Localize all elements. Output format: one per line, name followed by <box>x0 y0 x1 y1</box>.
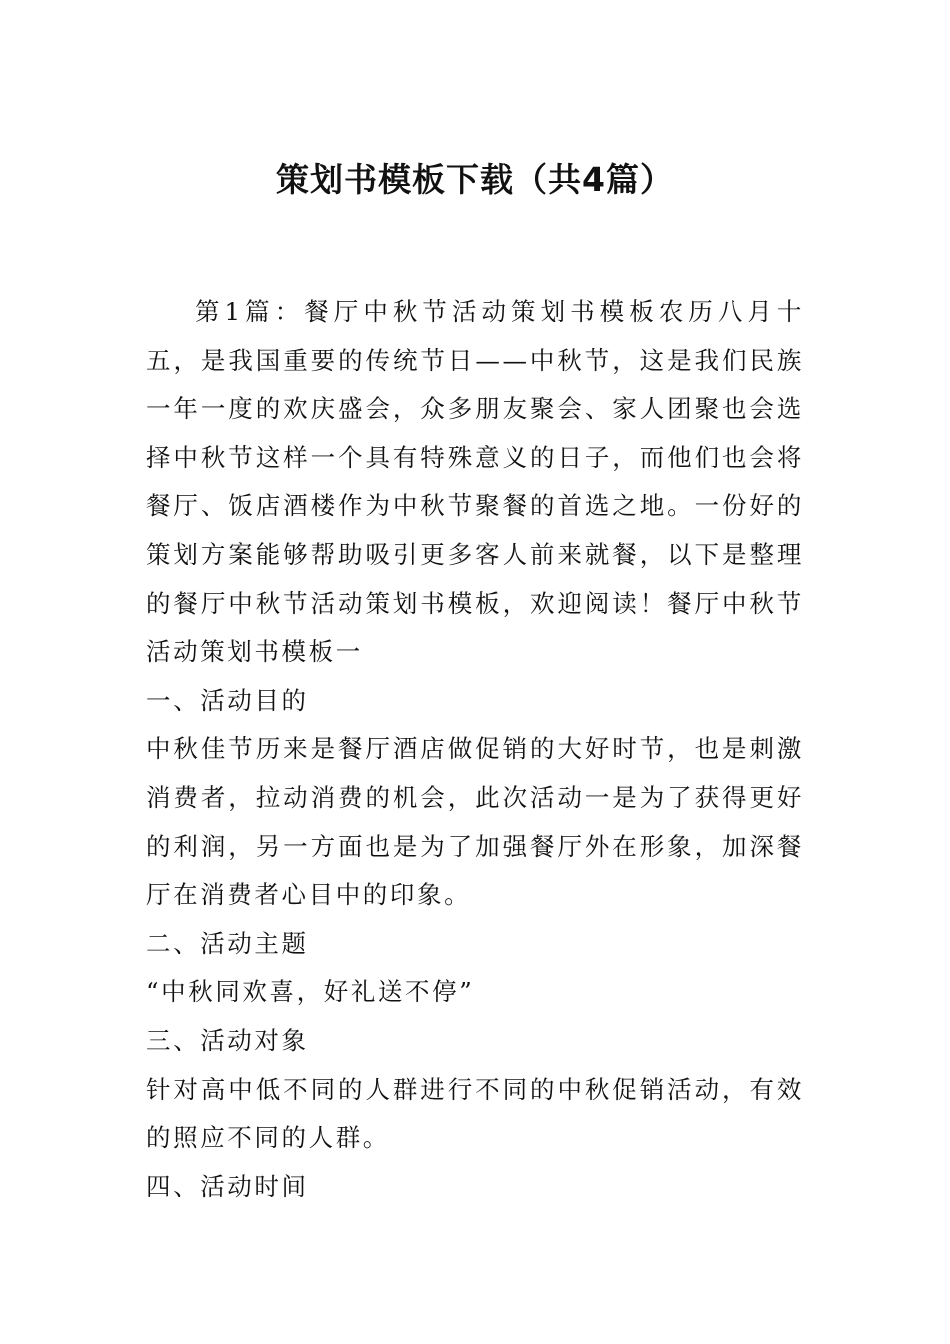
section-heading-theme: 二、活动主题 <box>146 928 309 958</box>
paragraph-audience: 针对高中低不同的人群进行不同的中秋促销活动，有效的照应不同的人群。 <box>146 1074 804 1153</box>
paragraph-theme: “中秋同欢喜，好礼送不停” <box>146 977 475 1007</box>
paragraph-intro: 第1篇：餐厅中秋节活动策划书模板农历八月十五，是我国重要的传统节日——中秋节，这是我们民族一年一度的欢庆盛会，众多朋友聚会、家人团聚也会选择中秋节这样一个具有特殊意义的日子，而他们也会将餐厅、饭店酒楼作为中秋节聚餐的首选之地。一份好的策划方案能够帮助吸引更多客人前来就餐，以下是整理的餐厅中秋节活动策划书模板，欢迎阅读！餐厅中秋节活动策划书模板一 <box>146 297 804 667</box>
document-title: 策划书模板下载（共4篇） <box>276 160 674 199</box>
section-heading-time: 四、活动时间 <box>146 1171 309 1201</box>
document-body <box>146 288 804 1211</box>
section-heading-purpose: 一、活动目的 <box>146 685 309 715</box>
section-heading-audience: 三、活动对象 <box>146 1025 309 1055</box>
paragraph-purpose: 中秋佳节历来是餐厅酒店做促销的大好时节，也是刺激消费者，拉动消费的机会，此次活动一是为了获得更好的利润，另一方面也是为了加强餐厅外在形象，加深餐厅在消费者心目中的印象。 <box>146 734 804 910</box>
